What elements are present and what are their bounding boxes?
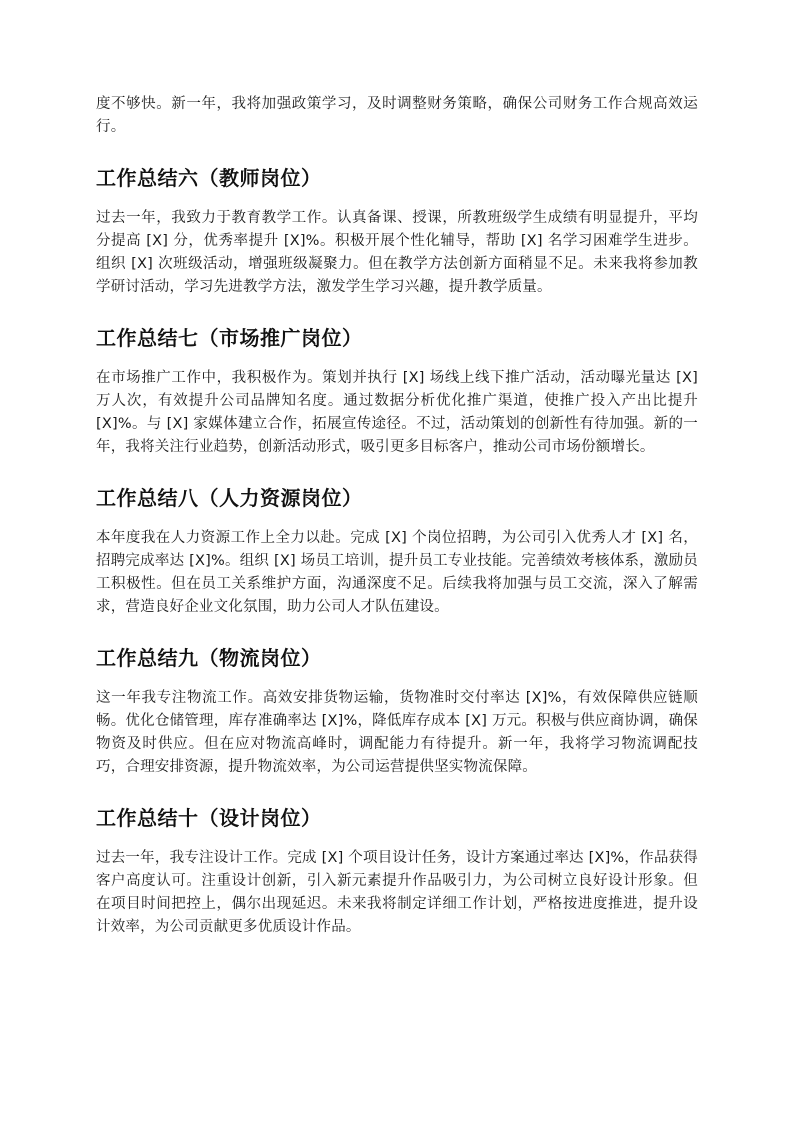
- section-heading: 工作总结六（教师岗位）: [96, 166, 322, 190]
- section-body: 本年度我在人力资源工作上全力以赴。完成 [X] 个岗位招聘，为公司引入优秀人才 [X] 名，招聘完成率达 [X]%。组织 [X] 场员工培训，提升员工专业技能。完善绩效考核体系，激励员工积极性。但在员工关系维护方面，沟通深度不足。后续我将加强与员工交流，深入了解需求，营造良好企业文化氛围，助力公司人才队伍建设。: [96, 530, 698, 615]
- section-body: 过去一年，我致力于教育教学工作。认真备课、授课，所教班级学生成绩有明显提升，平均分提高 [X] 分，优秀率提升 [X]%。积极开展个性化辅导，帮助 [X] 名学习困难学生进步。组织 [X] 次班级活动，增强班级凝聚力。但在教学方法创新方面稍显不足。未来我将参加教学研讨活动，学习先进教学方法，激发学生学习兴趣，提升教学质量。: [96, 210, 698, 295]
- section-body: 过去一年，我专注设计工作。完成 [X] 个项目设计任务，设计方案通过率达 [X]%，作品获得客户高度认可。注重设计创新，引入新元素提升作品吸引力，为公司树立良好设计形象。但在项目时间把控上，偶尔出现延迟。未来我将制定详细工作计划，严格按进度推进，提升设计效率，为公司贡献更多优质设计作品。: [96, 850, 698, 935]
- section-body: 在市场推广工作中，我积极作为。策划并执行 [X] 场线上线下推广活动，活动曝光量达 [X] 万人次，有效提升公司品牌知名度。通过数据分析优化推广渠道，使推广投入产出比提升 [X]%。与 [X] 家媒体建立合作，拓展宣传途径。不过，活动策划的创新性有待加强。新的一年，我将关注行业趋势，创新活动形式，吸引更多目标客户，推动公司市场份额增长。: [96, 370, 698, 455]
- section-heading: 工作总结九（物流岗位）: [96, 646, 322, 670]
- section-heading: 工作总结八（人力资源岗位）: [96, 486, 363, 510]
- intro-paragraph: 度不够快。新一年，我将加强政策学习，及时调整财务策略，确保公司财务工作合规高效运行。: [96, 96, 698, 135]
- section-logistics: [96, 644, 698, 779]
- section-marketing: [96, 324, 698, 459]
- section-design: [96, 804, 698, 939]
- section-heading: 工作总结七（市场推广岗位）: [96, 326, 363, 350]
- section-body: 这一年我专注物流工作。高效安排货物运输，货物准时交付率达 [X]%，有效保障供应链顺畅。优化仓储管理，库存准确率达 [X]%，降低库存成本 [X] 万元。积极与供应商协调，确保物资及时供应。但在应对物流高峰时，调配能力有待提升。新一年，我将学习物流调配技巧，合理安排资源，提升物流效率，为公司运营提供坚实物流保障。: [96, 690, 698, 775]
- section-hr: [96, 484, 698, 619]
- section-teacher: [96, 164, 698, 299]
- section-heading: 工作总结十（设计岗位）: [96, 806, 322, 830]
